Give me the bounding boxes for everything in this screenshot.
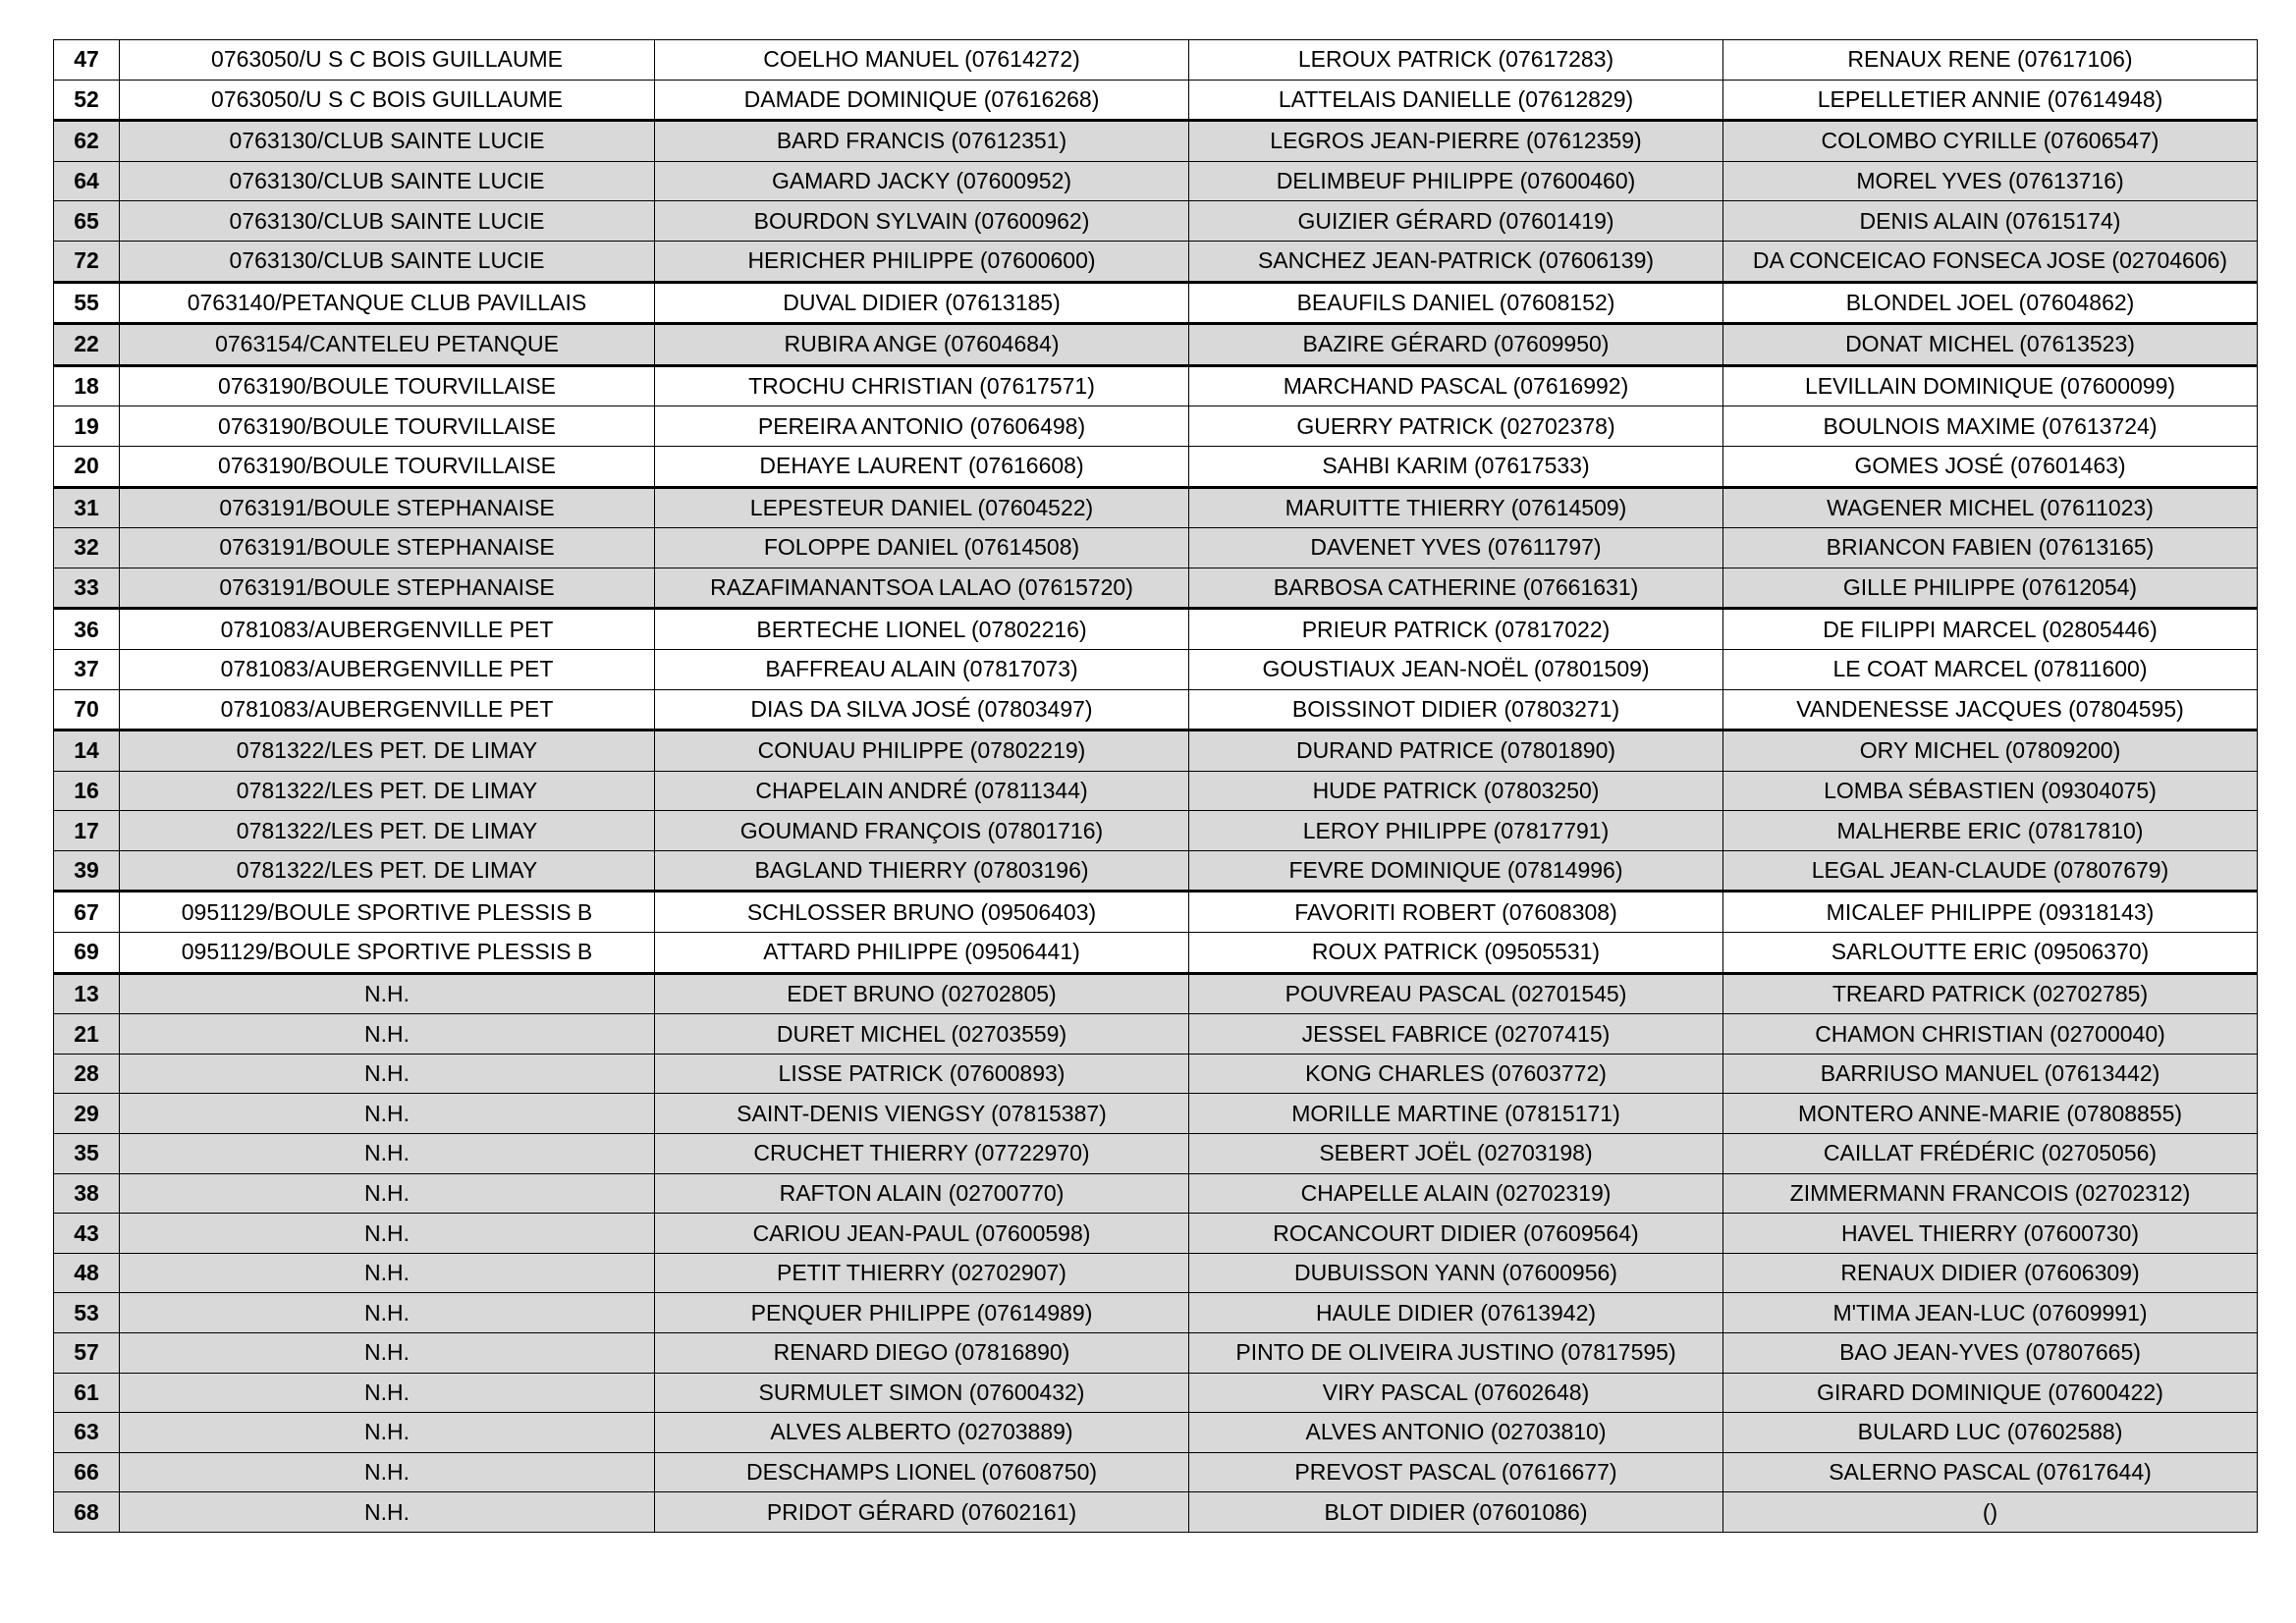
player-3-cell: SARLOUTTE ERIC (09506370) xyxy=(1723,933,2258,974)
team-number-cell: 22 xyxy=(54,324,120,366)
club-cell: N.H. xyxy=(120,1014,655,1055)
club-cell: N.H. xyxy=(120,1293,655,1333)
team-number-cell: 68 xyxy=(54,1492,120,1533)
player-2-cell: GOUSTIAUX JEAN-NOËL (07801509) xyxy=(1189,649,1723,689)
team-number-cell: 35 xyxy=(54,1134,120,1174)
team-number-cell: 67 xyxy=(54,892,120,933)
player-3-cell: WAGENER MICHEL (07611023) xyxy=(1723,487,2258,528)
player-2-cell: DELIMBEUF PHILIPPE (07600460) xyxy=(1189,161,1723,201)
player-2-cell: GUERRY PATRICK (02702378) xyxy=(1189,406,1723,447)
team-number-cell: 48 xyxy=(54,1253,120,1293)
player-1-cell: GAMARD JACKY (07600952) xyxy=(655,161,1189,201)
club-cell: 0951129/BOULE SPORTIVE PLESSIS B xyxy=(120,933,655,974)
club-cell: N.H. xyxy=(120,1054,655,1094)
player-2-cell: HUDE PATRICK (07803250) xyxy=(1189,771,1723,811)
team-number-cell: 13 xyxy=(54,973,120,1014)
player-1-cell: BAFFREAU ALAIN (07817073) xyxy=(655,649,1189,689)
player-1-cell: SCHLOSSER BRUNO (09506403) xyxy=(655,892,1189,933)
player-3-cell: HAVEL THIERRY (07600730) xyxy=(1723,1214,2258,1254)
table-row xyxy=(54,1333,2258,1374)
club-cell: N.H. xyxy=(120,1492,655,1533)
player-3-cell: MOREL YVES (07613716) xyxy=(1723,161,2258,201)
player-2-cell: SAHBI KARIM (07617533) xyxy=(1189,446,1723,487)
player-1-cell: LEPESTEUR DANIEL (07604522) xyxy=(655,487,1189,528)
club-cell: 0763130/CLUB SAINTE LUCIE xyxy=(120,241,655,282)
club-cell: N.H. xyxy=(120,1134,655,1174)
player-3-cell: BULARD LUC (07602588) xyxy=(1723,1413,2258,1453)
team-number-cell: 20 xyxy=(54,446,120,487)
table-row xyxy=(54,241,2258,282)
player-3-cell: GILLE PHILIPPE (07612054) xyxy=(1723,568,2258,609)
player-3-cell: LEPELLETIER ANNIE (07614948) xyxy=(1723,80,2258,121)
player-1-cell: PEREIRA ANTONIO (07606498) xyxy=(655,406,1189,447)
player-2-cell: ROCANCOURT DIDIER (07609564) xyxy=(1189,1214,1723,1254)
club-cell: 0781083/AUBERGENVILLE PET xyxy=(120,689,655,730)
player-1-cell: SURMULET SIMON (07600432) xyxy=(655,1373,1189,1413)
team-number-cell: 61 xyxy=(54,1373,120,1413)
player-3-cell: DA CONCEICAO FONSECA JOSE (02704606) xyxy=(1723,241,2258,282)
player-2-cell: VIRY PASCAL (07602648) xyxy=(1189,1373,1723,1413)
player-1-cell: COELHO MANUEL (07614272) xyxy=(655,40,1189,81)
player-3-cell: BARRIUSO MANUEL (07613442) xyxy=(1723,1054,2258,1094)
club-cell: 0763154/CANTELEU PETANQUE xyxy=(120,324,655,366)
team-number-cell: 43 xyxy=(54,1214,120,1254)
club-cell: 0763191/BOULE STEPHANAISE xyxy=(120,568,655,609)
player-3-cell: MICALEF PHILIPPE (09318143) xyxy=(1723,892,2258,933)
club-cell: N.H. xyxy=(120,973,655,1014)
player-2-cell: SEBERT JOËL (02703198) xyxy=(1189,1134,1723,1174)
table-row xyxy=(54,487,2258,528)
table-row xyxy=(54,1452,2258,1492)
player-1-cell: EDET BRUNO (02702805) xyxy=(655,973,1189,1014)
player-3-cell: BAO JEAN-YVES (07807665) xyxy=(1723,1333,2258,1374)
player-2-cell: LEROUX PATRICK (07617283) xyxy=(1189,40,1723,81)
team-number-cell: 36 xyxy=(54,609,120,650)
team-number-cell: 28 xyxy=(54,1054,120,1094)
club-cell: 0763190/BOULE TOURVILLAISE xyxy=(120,365,655,406)
player-1-cell: TROCHU CHRISTIAN (07617571) xyxy=(655,365,1189,406)
player-3-cell: MALHERBE ERIC (07817810) xyxy=(1723,811,2258,851)
team-number-cell: 52 xyxy=(54,80,120,121)
player-2-cell: PREVOST PASCAL (07616677) xyxy=(1189,1452,1723,1492)
club-cell: 0781322/LES PET. DE LIMAY xyxy=(120,730,655,772)
club-cell: N.H. xyxy=(120,1413,655,1453)
player-2-cell: SANCHEZ JEAN-PATRICK (07606139) xyxy=(1189,241,1723,282)
club-cell: 0763140/PETANQUE CLUB PAVILLAIS xyxy=(120,282,655,324)
player-2-cell: BEAUFILS DANIEL (07608152) xyxy=(1189,282,1723,324)
table-row xyxy=(54,1413,2258,1453)
team-number-cell: 70 xyxy=(54,689,120,730)
team-number-cell: 38 xyxy=(54,1173,120,1214)
club-cell: 0763050/U S C BOIS GUILLAUME xyxy=(120,40,655,81)
player-1-cell: DURET MICHEL (02703559) xyxy=(655,1014,1189,1055)
player-2-cell: FAVORITI ROBERT (07608308) xyxy=(1189,892,1723,933)
player-1-cell: LISSE PATRICK (07600893) xyxy=(655,1054,1189,1094)
player-3-cell: TREARD PATRICK (02702785) xyxy=(1723,973,2258,1014)
table-row xyxy=(54,730,2258,772)
player-3-cell: GIRARD DOMINIQUE (07600422) xyxy=(1723,1373,2258,1413)
team-number-cell: 19 xyxy=(54,406,120,447)
player-1-cell: PRIDOT GÉRARD (07602161) xyxy=(655,1492,1189,1533)
player-1-cell: DAMADE DOMINIQUE (07616268) xyxy=(655,80,1189,121)
player-3-cell: LEGAL JEAN-CLAUDE (07807679) xyxy=(1723,850,2258,892)
team-number-cell: 64 xyxy=(54,161,120,201)
player-3-cell: LE COAT MARCEL (07811600) xyxy=(1723,649,2258,689)
club-cell: 0763190/BOULE TOURVILLAISE xyxy=(120,446,655,487)
club-cell: 0781083/AUBERGENVILLE PET xyxy=(120,609,655,650)
table-row xyxy=(54,446,2258,487)
team-number-cell: 37 xyxy=(54,649,120,689)
player-1-cell: CONUAU PHILIPPE (07802219) xyxy=(655,730,1189,772)
team-number-cell: 39 xyxy=(54,850,120,892)
player-2-cell: ALVES ANTONIO (02703810) xyxy=(1189,1413,1723,1453)
player-2-cell: PRIEUR PATRICK (07817022) xyxy=(1189,609,1723,650)
player-1-cell: SAINT-DENIS VIENGSY (07815387) xyxy=(655,1094,1189,1134)
table-row xyxy=(54,811,2258,851)
club-cell: 0763130/CLUB SAINTE LUCIE xyxy=(120,201,655,242)
table-row xyxy=(54,121,2258,162)
player-2-cell: DUBUISSON YANN (07600956) xyxy=(1189,1253,1723,1293)
player-1-cell: PETIT THIERRY (02702907) xyxy=(655,1253,1189,1293)
team-number-cell: 65 xyxy=(54,201,120,242)
player-2-cell: POUVREAU PASCAL (02701545) xyxy=(1189,973,1723,1014)
table-row xyxy=(54,528,2258,568)
player-3-cell: M'TIMA JEAN-LUC (07609991) xyxy=(1723,1293,2258,1333)
player-3-cell: DENIS ALAIN (07615174) xyxy=(1723,201,2258,242)
team-roster-body xyxy=(54,40,2258,1533)
player-1-cell: FOLOPPE DANIEL (07614508) xyxy=(655,528,1189,568)
table-row xyxy=(54,1173,2258,1214)
table-row xyxy=(54,1253,2258,1293)
player-1-cell: BARD FRANCIS (07612351) xyxy=(655,121,1189,162)
table-row xyxy=(54,568,2258,609)
table-row xyxy=(54,1214,2258,1254)
player-1-cell: DESCHAMPS LIONEL (07608750) xyxy=(655,1452,1189,1492)
team-number-cell: 63 xyxy=(54,1413,120,1453)
table-row xyxy=(54,365,2258,406)
club-cell: N.H. xyxy=(120,1333,655,1374)
player-2-cell: MARCHAND PASCAL (07616992) xyxy=(1189,365,1723,406)
player-2-cell: MARUITTE THIERRY (07614509) xyxy=(1189,487,1723,528)
club-cell: 0763130/CLUB SAINTE LUCIE xyxy=(120,161,655,201)
player-3-cell: BOULNOIS MAXIME (07613724) xyxy=(1723,406,2258,447)
player-3-cell: COLOMBO CYRILLE (07606547) xyxy=(1723,121,2258,162)
club-cell: N.H. xyxy=(120,1373,655,1413)
table-row xyxy=(54,1014,2258,1055)
table-row xyxy=(54,1054,2258,1094)
player-3-cell: VANDENESSE JACQUES (07804595) xyxy=(1723,689,2258,730)
table-row xyxy=(54,201,2258,242)
player-2-cell: BAZIRE GÉRARD (07609950) xyxy=(1189,324,1723,366)
team-number-cell: 33 xyxy=(54,568,120,609)
player-1-cell: CARIOU JEAN-PAUL (07600598) xyxy=(655,1214,1189,1254)
table-row xyxy=(54,161,2258,201)
team-number-cell: 31 xyxy=(54,487,120,528)
player-2-cell: PINTO DE OLIVEIRA JUSTINO (07817595) xyxy=(1189,1333,1723,1374)
player-1-cell: DUVAL DIDIER (07613185) xyxy=(655,282,1189,324)
table-row xyxy=(54,689,2258,730)
player-3-cell: GOMES JOSÉ (07601463) xyxy=(1723,446,2258,487)
club-cell: 0763050/U S C BOIS GUILLAUME xyxy=(120,80,655,121)
player-3-cell: LEVILLAIN DOMINIQUE (07600099) xyxy=(1723,365,2258,406)
club-cell: N.H. xyxy=(120,1253,655,1293)
player-2-cell: FEVRE DOMINIQUE (07814996) xyxy=(1189,850,1723,892)
club-cell: 0781083/AUBERGENVILLE PET xyxy=(120,649,655,689)
player-1-cell: RUBIRA ANGE (07604684) xyxy=(655,324,1189,366)
team-number-cell: 57 xyxy=(54,1333,120,1374)
player-3-cell: LOMBA SÉBASTIEN (09304075) xyxy=(1723,771,2258,811)
player-2-cell: ROUX PATRICK (09505531) xyxy=(1189,933,1723,974)
player-2-cell: LEROY PHILIPPE (07817791) xyxy=(1189,811,1723,851)
table-row xyxy=(54,1134,2258,1174)
club-cell: N.H. xyxy=(120,1094,655,1134)
player-3-cell: CAILLAT FRÉDÉRIC (02705056) xyxy=(1723,1134,2258,1174)
table-row xyxy=(54,609,2258,650)
player-3-cell: MONTERO ANNE-MARIE (07808855) xyxy=(1723,1094,2258,1134)
team-number-cell: 32 xyxy=(54,528,120,568)
player-2-cell: BARBOSA CATHERINE (07661631) xyxy=(1189,568,1723,609)
club-cell: 0781322/LES PET. DE LIMAY xyxy=(120,850,655,892)
table-row xyxy=(54,1492,2258,1533)
table-row xyxy=(54,1373,2258,1413)
team-roster-table xyxy=(53,39,2258,1533)
club-cell: N.H. xyxy=(120,1452,655,1492)
table-row xyxy=(54,649,2258,689)
player-1-cell: GOUMAND FRANÇOIS (07801716) xyxy=(655,811,1189,851)
table-row xyxy=(54,973,2258,1014)
team-number-cell: 72 xyxy=(54,241,120,282)
player-1-cell: RENARD DIEGO (07816890) xyxy=(655,1333,1189,1374)
player-2-cell: LEGROS JEAN-PIERRE (07612359) xyxy=(1189,121,1723,162)
club-cell: N.H. xyxy=(120,1173,655,1214)
table-row xyxy=(54,324,2258,366)
club-cell: 0951129/BOULE SPORTIVE PLESSIS B xyxy=(120,892,655,933)
player-1-cell: BERTECHE LIONEL (07802216) xyxy=(655,609,1189,650)
player-1-cell: DIAS DA SILVA JOSÉ (07803497) xyxy=(655,689,1189,730)
team-number-cell: 62 xyxy=(54,121,120,162)
player-2-cell: MORILLE MARTINE (07815171) xyxy=(1189,1094,1723,1134)
club-cell: 0781322/LES PET. DE LIMAY xyxy=(120,771,655,811)
player-3-cell: RENAUX RENE (07617106) xyxy=(1723,40,2258,81)
team-number-cell: 16 xyxy=(54,771,120,811)
table-row xyxy=(54,80,2258,121)
team-number-cell: 14 xyxy=(54,730,120,772)
team-number-cell: 69 xyxy=(54,933,120,974)
player-2-cell: DAVENET YVES (07611797) xyxy=(1189,528,1723,568)
table-row xyxy=(54,406,2258,447)
table-row xyxy=(54,40,2258,81)
player-2-cell: CHAPELLE ALAIN (02702319) xyxy=(1189,1173,1723,1214)
club-cell: 0763130/CLUB SAINTE LUCIE xyxy=(120,121,655,162)
player-3-cell: BRIANCON FABIEN (07613165) xyxy=(1723,528,2258,568)
player-3-cell: ORY MICHEL (07809200) xyxy=(1723,730,2258,772)
player-1-cell: DEHAYE LAURENT (07616608) xyxy=(655,446,1189,487)
team-number-cell: 18 xyxy=(54,365,120,406)
player-3-cell: ZIMMERMANN FRANCOIS (02702312) xyxy=(1723,1173,2258,1214)
team-number-cell: 47 xyxy=(54,40,120,81)
table-row xyxy=(54,771,2258,811)
player-2-cell: JESSEL FABRICE (02707415) xyxy=(1189,1014,1723,1055)
club-cell: 0763190/BOULE TOURVILLAISE xyxy=(120,406,655,447)
team-number-cell: 55 xyxy=(54,282,120,324)
table-row xyxy=(54,933,2258,974)
player-2-cell: DURAND PATRICE (07801890) xyxy=(1189,730,1723,772)
player-1-cell: HERICHER PHILIPPE (07600600) xyxy=(655,241,1189,282)
player-3-cell: SALERNO PASCAL (07617644) xyxy=(1723,1452,2258,1492)
player-3-cell: BLONDEL JOEL (07604862) xyxy=(1723,282,2258,324)
player-3-cell: CHAMON CHRISTIAN (02700040) xyxy=(1723,1014,2258,1055)
table-row xyxy=(54,892,2258,933)
club-cell: 0781322/LES PET. DE LIMAY xyxy=(120,811,655,851)
team-number-cell: 66 xyxy=(54,1452,120,1492)
team-number-cell: 53 xyxy=(54,1293,120,1333)
player-1-cell: ATTARD PHILIPPE (09506441) xyxy=(655,933,1189,974)
player-1-cell: ALVES ALBERTO (02703889) xyxy=(655,1413,1189,1453)
table-row xyxy=(54,282,2258,324)
club-cell: 0763191/BOULE STEPHANAISE xyxy=(120,487,655,528)
player-3-cell: DE FILIPPI MARCEL (02805446) xyxy=(1723,609,2258,650)
table-row xyxy=(54,1094,2258,1134)
table-row xyxy=(54,1293,2258,1333)
player-1-cell: BOURDON SYLVAIN (07600962) xyxy=(655,201,1189,242)
player-3-cell: () xyxy=(1723,1492,2258,1533)
player-2-cell: LATTELAIS DANIELLE (07612829) xyxy=(1189,80,1723,121)
player-1-cell: RAFTON ALAIN (02700770) xyxy=(655,1173,1189,1214)
player-1-cell: BAGLAND THIERRY (07803196) xyxy=(655,850,1189,892)
player-2-cell: BOISSINOT DIDIER (07803271) xyxy=(1189,689,1723,730)
table-row xyxy=(54,850,2258,892)
team-number-cell: 21 xyxy=(54,1014,120,1055)
player-3-cell: DONAT MICHEL (07613523) xyxy=(1723,324,2258,366)
player-2-cell: KONG CHARLES (07603772) xyxy=(1189,1054,1723,1094)
team-number-cell: 17 xyxy=(54,811,120,851)
club-cell: N.H. xyxy=(120,1214,655,1254)
player-2-cell: BLOT DIDIER (07601086) xyxy=(1189,1492,1723,1533)
club-cell: 0763191/BOULE STEPHANAISE xyxy=(120,528,655,568)
player-2-cell: HAULE DIDIER (07613942) xyxy=(1189,1293,1723,1333)
team-number-cell: 29 xyxy=(54,1094,120,1134)
player-1-cell: CRUCHET THIERRY (07722970) xyxy=(655,1134,1189,1174)
player-3-cell: RENAUX DIDIER (07606309) xyxy=(1723,1253,2258,1293)
player-1-cell: CHAPELAIN ANDRÉ (07811344) xyxy=(655,771,1189,811)
player-2-cell: GUIZIER GÉRARD (07601419) xyxy=(1189,201,1723,242)
player-1-cell: RAZAFIMANANTSOA LALAO (07615720) xyxy=(655,568,1189,609)
player-1-cell: PENQUER PHILIPPE (07614989) xyxy=(655,1293,1189,1333)
